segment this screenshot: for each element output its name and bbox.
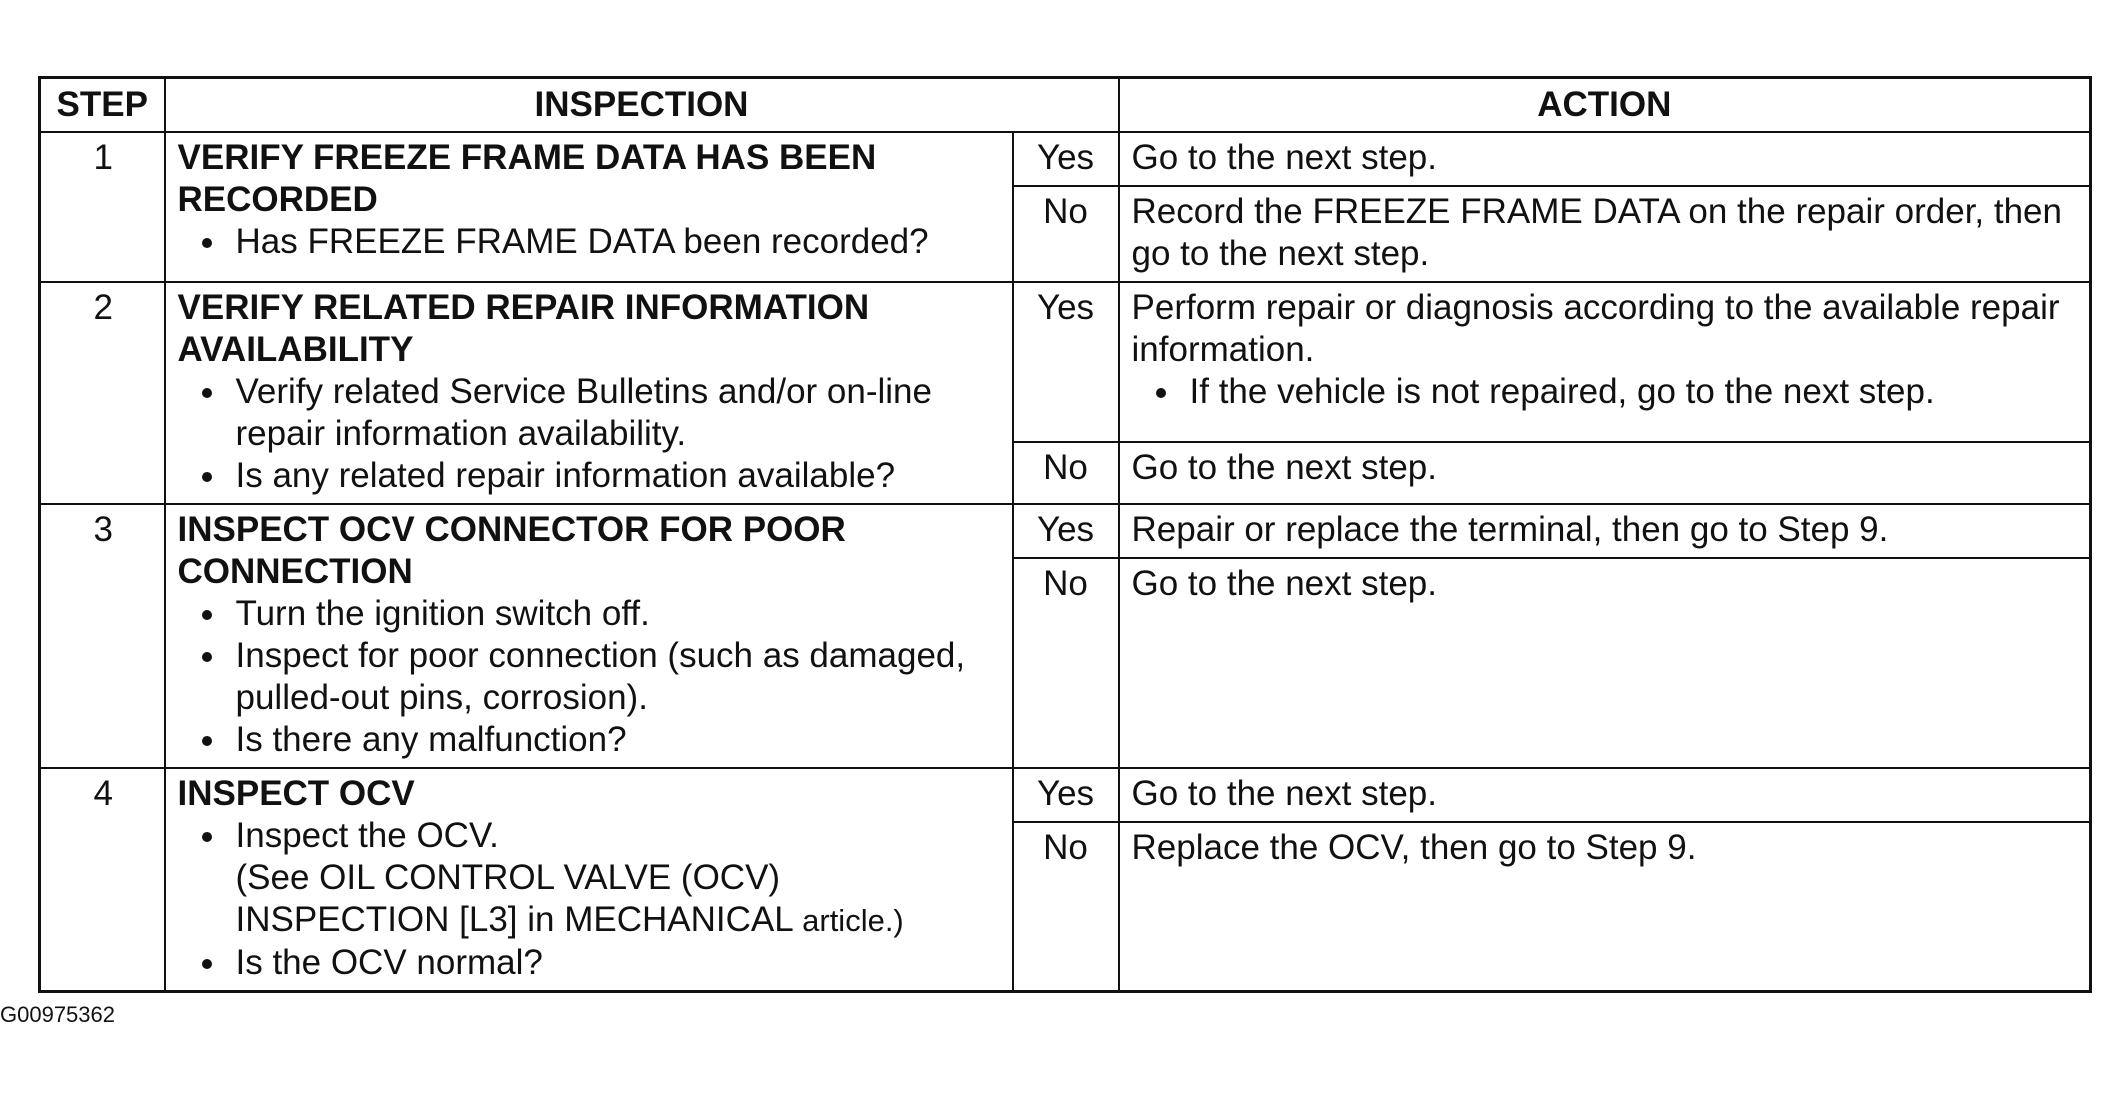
inspection-title: VERIFY FREEZE FRAME DATA HAS BEEN RECORDED <box>177 138 877 219</box>
inspection-bullet: Inspect the OCV. (See OIL CONTROL VALVE (OCV) INSPECTION [L3] in MECHANICAL article.) <box>198 815 1002 942</box>
inspection-bullets <box>178 815 1002 984</box>
yes-label: Yes <box>1013 132 1119 186</box>
inspection-title: INSPECT OCV <box>177 774 415 813</box>
step-number: 1 <box>40 132 165 282</box>
yes-action: Go to the next step. <box>1119 768 2091 822</box>
bullet-icon <box>1156 388 1166 398</box>
yes-action: Repair or replace the terminal, then go to Step 9. <box>1119 504 2091 558</box>
inspection-bullet: Has FREEZE FRAME DATA been recorded? <box>198 221 1002 263</box>
bullet-icon <box>202 238 212 248</box>
step-4-yes-row <box>40 768 2091 822</box>
bullet-icon <box>202 832 212 842</box>
yes-label: Yes <box>1013 504 1119 558</box>
inspection-bullet: Is the OCV normal? <box>198 942 1002 984</box>
inspection-cell <box>165 282 1013 504</box>
inspection-bullets <box>178 221 1002 263</box>
inspection-cell <box>165 132 1013 282</box>
step-number: 4 <box>40 768 165 992</box>
header-action: ACTION <box>1119 78 2091 133</box>
step-3-yes-row <box>40 504 2091 558</box>
inspection-bullets <box>178 593 1002 761</box>
no-action: Go to the next step. <box>1119 558 2091 768</box>
inspection-bullet: Inspect for poor connection (such as damaged, pulled-out pins, corrosion). <box>198 635 1002 719</box>
inspection-cell <box>165 504 1013 768</box>
no-label: No <box>1013 442 1119 504</box>
action-bullet: If the vehicle is not repaired, go to the next step. <box>1152 371 2080 413</box>
inspection-bullet: Verify related Service Bulletins and/or on-line repair information availability. <box>198 371 1002 455</box>
step-number: 2 <box>40 282 165 504</box>
bullet-icon <box>202 959 212 969</box>
inspection-title: VERIFY RELATED REPAIR INFORMATION AVAILABILITY <box>177 288 870 369</box>
bullet-icon <box>202 652 212 662</box>
yes-action: Go to the next step. <box>1119 132 2091 186</box>
no-label: No <box>1013 822 1119 992</box>
yes-action: Perform repair or diagnosis according to the available repair information. <box>1131 288 2060 369</box>
figure-id: G00975362 <box>0 1002 115 1027</box>
no-label: No <box>1013 558 1119 768</box>
inspection-bullet: Is there any malfunction? <box>198 719 1002 761</box>
bullet-icon <box>202 388 212 398</box>
bullet-icon <box>202 610 212 620</box>
step-number: 3 <box>40 504 165 768</box>
header-row <box>40 78 2091 133</box>
header-inspection: INSPECTION <box>165 78 1119 133</box>
no-action: Replace the OCV, then go to Step 9. <box>1119 822 2091 992</box>
yes-label: Yes <box>1013 282 1119 442</box>
yes-action-cell <box>1119 282 2091 442</box>
yes-label: Yes <box>1013 768 1119 822</box>
inspection-bullet: Is any related repair information available? <box>198 455 1002 497</box>
no-action: Record the FREEZE FRAME DATA on the repair order, then go to the next step. <box>1119 186 2091 282</box>
step-2-yes-row <box>40 282 2091 442</box>
no-action: Go to the next step. <box>1119 442 2091 504</box>
bullet-icon <box>202 736 212 746</box>
bullet-icon <box>202 472 212 482</box>
inspection-title: INSPECT OCV CONNECTOR FOR POOR CONNECTION <box>177 510 846 591</box>
no-label: No <box>1013 186 1119 282</box>
inspection-cell <box>165 768 1013 992</box>
inspection-bullet: Turn the ignition switch off. <box>198 593 1002 635</box>
inspection-bullets <box>178 371 1002 497</box>
step-1-yes-row <box>40 132 2091 186</box>
header-step: STEP <box>40 78 165 133</box>
diagnostic-procedure-table <box>38 76 2092 993</box>
action-bullets <box>1132 371 2080 413</box>
